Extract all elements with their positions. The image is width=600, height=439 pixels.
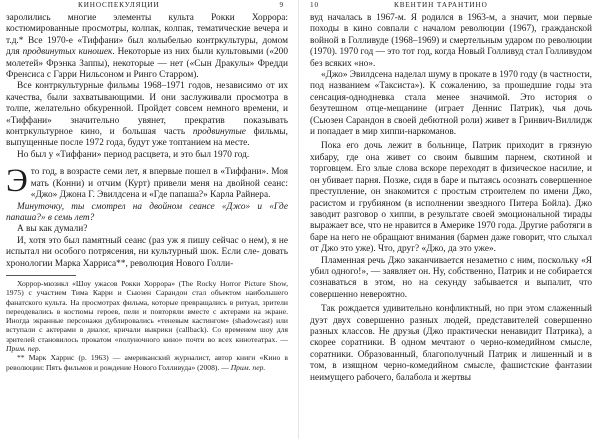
paragraph-italic: Минуточку, ты смотрел на двойном сеансе «Джо» и «Где папаша?» в семь лет? (6, 201, 288, 223)
paragraph: Но был у «Тиффани» период расцвета, и это был 1970 год. (17, 149, 250, 160)
gutter-divider (298, 0, 299, 439)
paragraph: А вы как думали? (17, 224, 88, 235)
left-page-number: 9 (279, 1, 284, 9)
paragraph: Пока его дочь лежит в больнице, Патрик приходит в грязную хибару, где она живет со своим бывшим парнем, скотиной и торговцем. Его злые слова вскоре переходят в физическое насилие, и он убивает парня. Позже, сидя в баре и пытаясь осознать совершенное преступление, он знакомится с простым строителем по имени Джо, расистом и грубияном (в исполнении звездного Питера Бойла). Джо заводит разговор о хиппи, в результате своей эмоциональной тирады выражает все, что не нравится в Америке 1970 года. Другие работяги в баре на него не обращают внимания (бармен даже говорит, что слыхал от Джо это уже). Что, друг? «Джо, да это уже». (310, 141, 592, 255)
right-page-header (310, 0, 592, 10)
right-page-number: 10 (310, 1, 319, 9)
paragraph: Все контркультурные фильмы 1968–1971 годов, независимо от их качества, были захватывающими. И они заслуживали просмотра в толпе, желательно обкуренной. Пройдет совсем немного времени, и «Тиффани» значительно увянет, прекратив показывать контркультурное кино, и большая часть продвинутые фильмы, выпущенные после 1972 года, будут уже топтанием на месте. (6, 81, 288, 149)
left-page-header (6, 0, 288, 10)
paragraph: заролились многие элементы культа Рокки Хоррора: костюмированные просмотры, колпак, колпак, тематические вечера и т.д.* Все 1970-е «Тиффани» был колыбелью контркультуры, домом для продвинутых киношек. Некоторые из них были культовыми («200 молетей» Фрэнка Заппы), некоторые — нет («Сын Дракулы» Фредди Френсиса с Гарри Нильсоном и Ринго Старром). (6, 13, 288, 81)
left-page (6, 0, 288, 439)
paragraph: «Джо» Эвилдсена наделал шуму в прокате в 1970 году (в частности, под названием «Таксиста»). К сожалению, за прошедшие годы эта сенсация-однодневка стала менее значимой. Это история о безутешном отце-мещанине (играет Деннис Патрик), чья дочь (Сьюзен Сарандон в своей дебютной роли) живет в Гринвич-Виллидж и попадает в мир хиппи-наркоманов. (310, 70, 592, 138)
right-page-body (310, 13, 592, 384)
right-running-head: КВЕНТИН ТАРАНТИНО (394, 1, 488, 9)
paragraph: Пламенная речь Джо заканчивается незаметно с ним, поскольку «Я убил одного!», — заявляет он. Ну, собственно, Патрик и не собирается сознаваться в этом, но на секунду забывается и выпалит, что совершенно невероятно. (310, 255, 592, 300)
paragraph: Так рождается удивительно конфликтный, но при этом слаженный дуэт двух совершенно разных людей, представителей совершенно разных классов. Не друзья (Джо практически ненавидит Патрика), а скорее соратники. В одном мечтают о черно-комедийном смысле, соратники. Образованный, благополучный Патрик и лишенный и в том, в изящном черно-комедийном смысле, фашистские фантазии неимущего рабочего, балабола и жертвы (310, 304, 592, 383)
footnote: Хоррор-мюзикл «Шоу ужасов Рокки Хоррора» (The Rocky Horror Picture Show, 1975) с участием Тима Карри и Сьюзен Сарандон стал объектом наибольшего фанатского культа. На просмотрах фильма, которые превращались в ритуал, зрители переодевались в костюмы героев, пели и повторяли вместе с актерами на экране. Иногда экранные персонажи дублировались «теневым кастингом» (shadowcast) или вступали с актерами в диалог, кричали выкрики (callback). Со временем шоу для зрителей становилось прокатом «полуночного кино» почти во всех кинотеатрах. — Прим. пер. (6, 278, 288, 354)
paragraph-dropcap: Это год, в возрасте семи лет, я впервые пошел в «Тиффани». Моя мать (Конни) и отчим (Курт) привели меня на двойной сеанс: «Джо» Джона Г. Эвилдсена и «Где папаша?» Карла Райнера. (6, 163, 288, 201)
paragraph: И, хотя это был памятный сеанс (раз уж я пишу сейчас о нем), я не испытал ни особого потрясения, ни культурный шок. Если сле- довать хронологии Марка Харриса**, революция Нового Голли- (6, 235, 288, 269)
right-page (310, 0, 592, 439)
left-page-body (6, 13, 288, 372)
paragraph: вуд началась в 1967-м. Я родился в 1963-м, а значит, мои первые походы в кино совпали с началом революции (1967), гражданской войной в Голливуде (1968–1969) и смертельным ударом по революции (1970). 1970 год — это тот год, когда Новый Голливуд стал Голливудом без всяких «но». (310, 13, 592, 69)
footnote-divider (6, 275, 76, 276)
drop-cap: Э (6, 163, 28, 200)
footnote: ** Марк Харрис (р. 1963) — американский журналист, автор книги «Кино в революции: Пять фильмов и рождение Нового Голливуда» (2008). — Прим. пер. (6, 353, 288, 372)
left-running-head: КИНОСПЕКУЛЯЦИИ (78, 1, 160, 9)
